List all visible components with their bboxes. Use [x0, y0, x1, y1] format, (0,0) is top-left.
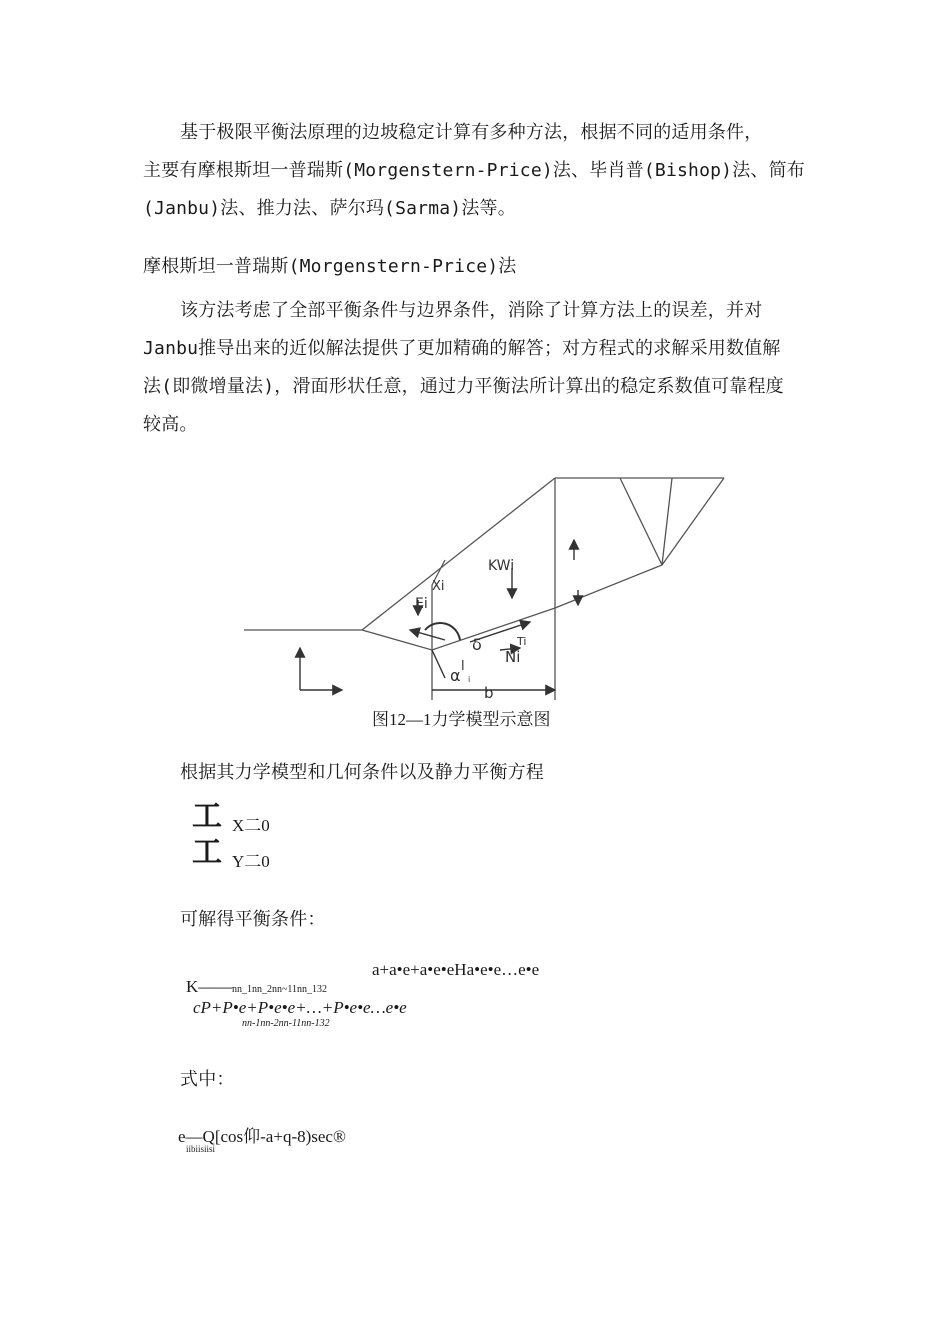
label-delta: δ — [472, 635, 482, 654]
intro-line-1: 基于极限平衡法原理的边坡稳定计算有多种方法，根据不同的适用条件， — [180, 122, 763, 143]
intro-line-2: 主要有摩根斯坦一普瑞斯(Morgenstern-Price)法、毕肖普(Bishop)法、简布 — [143, 160, 805, 181]
label-xi: Xi — [432, 579, 445, 594]
formula-k: K—— — [186, 977, 233, 996]
method-line-1: 该方法考虑了全部平衡条件与边界条件，消除了计算方法上的误差，并对 — [180, 300, 763, 321]
definition-subscript: iibiisiisi — [186, 1144, 216, 1154]
method-line-3: 法(即微增量法)，滑面形状任意，通过力平衡法所计算出的稳定系数值可靠程度 — [143, 376, 784, 397]
sum-symbol-x: 工 — [192, 799, 222, 834]
equation-x: X二0 — [232, 816, 270, 835]
method-line-4: 较高。 — [143, 414, 198, 435]
label-ni: Ni — [505, 648, 521, 666]
label-i-sub: i — [468, 675, 471, 684]
where-text: 式中： — [180, 1069, 235, 1090]
angle-arc — [425, 623, 460, 640]
label-alpha: α — [450, 666, 461, 685]
figure-caption: 图12—1力学模型示意图 — [372, 710, 551, 729]
solve-text: 可解得平衡条件： — [180, 909, 326, 930]
label-b: b — [484, 684, 494, 702]
axes — [300, 648, 342, 690]
label-ei: Ei — [415, 596, 428, 612]
formula-denominator: cP+P•e+P•e•e+…+P•e•e…e•e — [193, 998, 407, 1017]
method-line-2: Janbu推导出来的近似解法提供了更加精确的解答；对方程式的求解采用数值解 — [143, 338, 781, 359]
formula-k-subscript: nn_1nn_2nn~11nn_132 — [232, 984, 328, 995]
sum-symbol-y: 工 — [192, 835, 222, 870]
slope-outline — [244, 478, 724, 700]
definition: e—Q[cos仰-a+q-8)sec® — [178, 1127, 346, 1146]
section-heading: 摩根斯坦一普瑞斯(Morgenstern-Price)法 — [143, 256, 517, 277]
equation-y: Y二0 — [232, 852, 270, 871]
label-kwi: KWi — [488, 558, 515, 574]
derivation-intro: 根据其力学模型和几何条件以及静力平衡方程 — [180, 762, 544, 783]
label-l: l — [461, 659, 465, 674]
force-model-figure — [240, 468, 730, 708]
formula-den-subscript: nn-1nn-2nn-11nn-132 — [242, 1018, 330, 1029]
intro-line-3: (Janbu)法、推力法、萨尔玛(Sarma)法等。 — [143, 198, 516, 219]
formula-numerator: a+a•e+a•e•eHa•e•e…e•e — [372, 960, 540, 979]
label-ti: Ti — [517, 635, 527, 648]
